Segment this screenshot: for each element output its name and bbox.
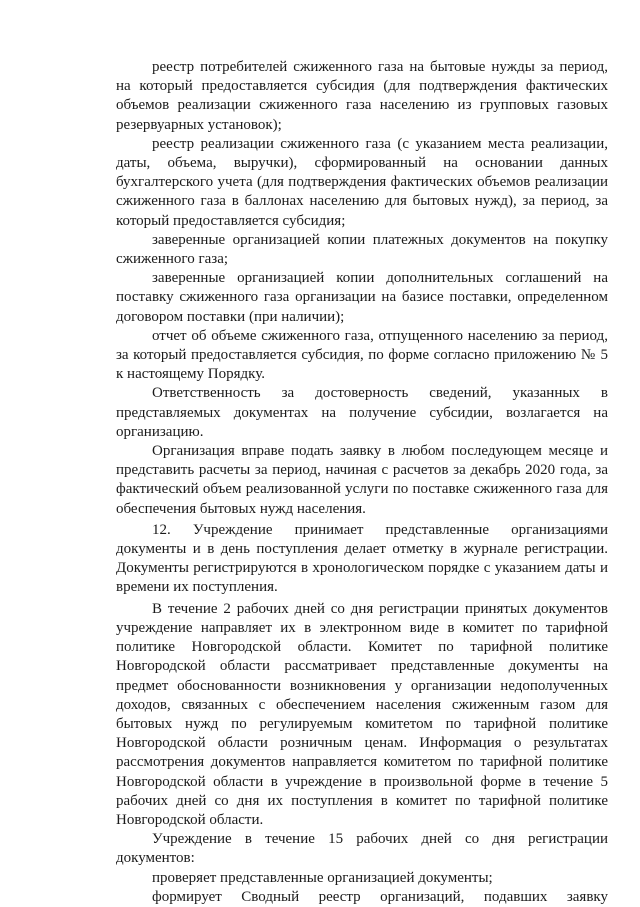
paragraph-responsibility: Ответственность за достоверность сведений, указанных в представляемых документах на получение субсидии, возлагается на организацию.: [116, 385, 608, 440]
document-body: [116, 58, 608, 907]
paragraph-consumer-registry: реестр потребителей сжиженного газа на бытовые нужды за период, на который предоставляется субсидия (для подтверждения фактических объемов реализации сжиженного газа населению из групповых газовых резервуарных установок);: [116, 59, 608, 133]
paragraph-review-procedure: В течение 2 рабочих дней со дня регистрации принятых документов учреждение направляет их в электронном виде в комитет по тарифной политике Новгородской области. Комитет по тарифной политике Новгородской области рассматривает представленные документы на предмет обоснованности возникновения у организации недополученных доходов, связанных с обеспечением населения сжиженным газом для бытовых нужд по регулируемым комитетом по тарифной политике Новгородской области розничным ценам. Информация о результатах рассмотрения документов направляется комитетом по тарифной политике Новгородской области в учреждение в произвольной форме в течение 5 рабочих дней со дня их поступления в комитет по тарифной политике Новгородской области.: [116, 600, 608, 828]
paragraph-checks-documents: проверяет представленные организацией документы;: [152, 869, 493, 886]
paragraph-application-right: Организация вправе подать заявку в любом последующем месяце и представить расчеты за период, начиная с расчетов за декабрь 2020 года, за фактический объем реализованной услуги по поставке сжиженного газа для обеспечения бытовых нужд населения.: [116, 443, 608, 517]
paragraph-item-12: 12. Учреждение принимает представленные организациями документы и в день поступления делает отметку в журнале регистрации. Документы регистрируются в хронологическом порядке с указанием даты и времени их поступления.: [116, 521, 608, 596]
paragraph-payment-copies: заверенные организацией копии платежных документов на покупку сжиженного газа;: [116, 231, 608, 268]
paragraph-forms-registry: формирует Сводный реестр организаций, подавших заявку: [152, 888, 608, 905]
paragraph-institution-term: Учреждение в течение 15 рабочих дней со дня регистрации документов:: [116, 831, 608, 867]
paragraph-sales-registry: реестр реализации сжиженного газа (с указанием места реализации, даты, объема, выручки), сформированный на основании данных бухгалтерского учета (для подтверждения фактических объемов реализации сжиженного газа в баллонах населению для бытовых нужд), за период, за который предоставляется субсидия;: [116, 135, 608, 229]
paragraph-supplementary-agreements: заверенные организацией копии дополнительных соглашений на поставку сжиженного газа организации на базисе поставки, определенном договором поставки (при наличии);: [116, 270, 608, 325]
paragraph-volume-report: отчет об объеме сжиженного газа, отпущенного населению за период, за который предоставляется субсидия, по форме согласно приложению № 5 к настоящему Порядку.: [116, 327, 608, 383]
